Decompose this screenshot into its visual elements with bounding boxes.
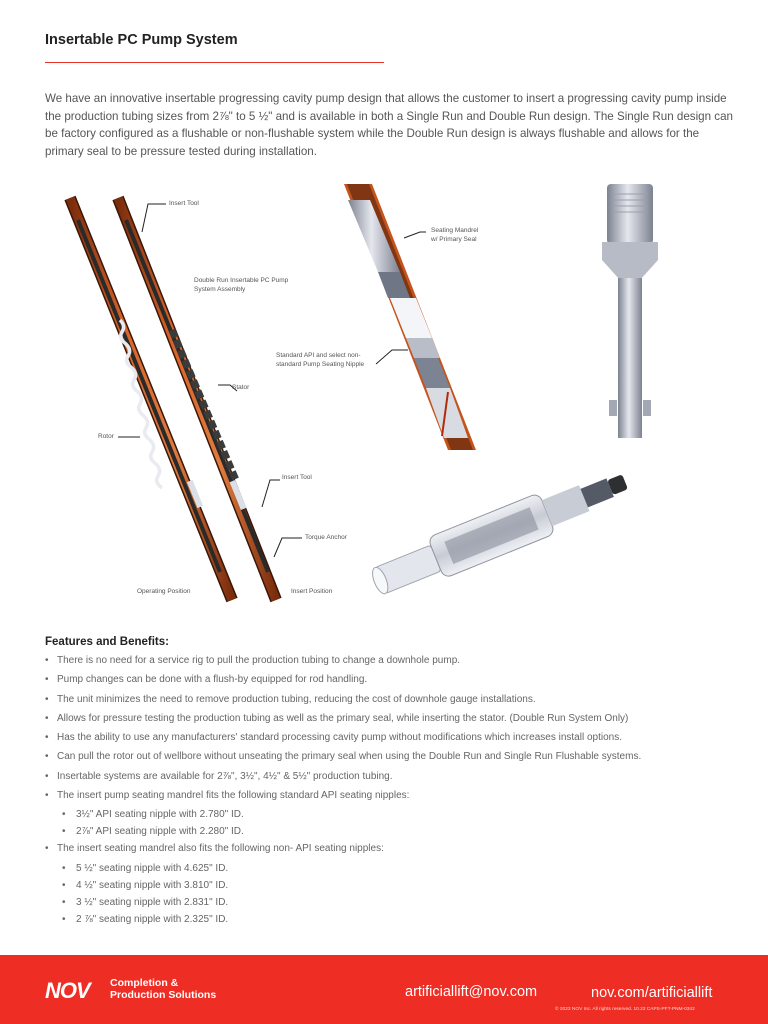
operating-position-tubing [70, 198, 232, 600]
label-assembly-line1: Double Run Insertable PC Pump [194, 277, 289, 284]
label-stator: Stator [232, 384, 250, 391]
intro-paragraph: We have an innovative insertable progressing cavity pump design that allows the customer to insert a progressing cavity pump inside the production tubing sizes from 2⅞" to 5 ½" and is available in both a Single Run and Double Run design. The Single Run design can be factory configured as a flushable or non-flushable system while the Double Run design is always flushable and allows for the primary seal to be pressure tested during installation. [45, 92, 733, 158]
features-heading: Features and Benefits: [45, 636, 169, 648]
label-insert-tool-bottom: Insert Tool [282, 474, 312, 481]
feature-item: • The insert seating mandrel also fits the following non- API seating nipples: [45, 841, 745, 860]
label-seating-mandrel-line2: w/ Primary Seal [431, 235, 477, 243]
feature-item: • Insertable systems are available for 2⅞", 3½", 4½" & 5½" production tubing. [45, 769, 745, 788]
feature-item: • The unit minimizes the need to remove production tubing, reducing the cost of downhole gauge installations. [45, 692, 745, 711]
seating-mandrel-section [344, 184, 479, 450]
company-line2: Production Solutions [110, 989, 217, 1001]
feature-subitem: • 2⅞" API seating nipple with 2.280" ID. [45, 824, 745, 841]
label-assembly [194, 277, 288, 294]
contact-email-link[interactable]: artificiallift@nov.com [405, 984, 538, 1000]
company-line1: Completion & [110, 977, 179, 989]
company-name [110, 977, 216, 1001]
svg-text:NOV: NOV [45, 979, 90, 1001]
label-torque-anchor: Torque Anchor [305, 534, 347, 541]
feature-subitem: • 3½" API seating nipple with 2.780" ID. [45, 807, 745, 824]
pump-illustration [40, 180, 740, 620]
footer-bar [0, 955, 768, 1024]
label-insert-position: Insert Position [291, 588, 333, 595]
label-seating-mandrel-line1: Seating Mandrel [431, 227, 479, 234]
seating-mandrel-render [602, 184, 658, 438]
features-list [45, 653, 745, 929]
title-underline [45, 62, 384, 63]
page-title: Insertable PC Pump System [45, 32, 238, 48]
feature-item: • The insert pump seating mandrel fits the following standard API seating nipples: [45, 788, 745, 807]
label-rotor: Rotor [98, 433, 114, 440]
label-assembly-line2: System Assembly [194, 285, 246, 293]
feature-item: • There is no need for a service rig to pull the production tubing to change a downhole pump. [45, 653, 745, 672]
label-seating-mandrel [431, 227, 478, 244]
label-seating-nipple-line2: standard Pump Seating Nipple [276, 360, 365, 368]
pump-system-figure [40, 180, 740, 620]
feature-item: • Pump changes can be done with a flush-by equipped for rod handling. [45, 672, 745, 691]
label-seating-nipple-line1: Standard API and select non- [276, 352, 361, 359]
feature-item: • Has the ability to use any manufacturers' standard processing cavity pump without modifications which increases install options. [45, 730, 745, 749]
feature-subitem: • 2 ⅞" seating nipple with 2.325" ID. [45, 912, 745, 929]
clear-insert-assembly [366, 461, 633, 603]
label-insert-tool-top: Insert Tool [169, 200, 199, 207]
nov-logo [45, 979, 105, 1001]
label-seating-nipple [276, 352, 364, 369]
copyright-notice: © 2023 NOV Inc. All rights reserved. 10.23 CAPS-PFT-PNM-0342 [555, 1007, 695, 1012]
feature-subitem: • 4 ½" seating nipple with 3.810" ID. [45, 878, 745, 895]
feature-item: • Can pull the rotor out of wellbore without unseating the primary seal when using the Double Run and Single Run Flushable systems. [45, 749, 745, 768]
feature-subitem: • 5 ½" seating nipple with 4.625" ID. [45, 861, 745, 878]
label-operating-position: Operating Position [137, 588, 191, 595]
feature-subitem: • 3 ½" seating nipple with 2.831" ID. [45, 895, 745, 912]
feature-item: • Allows for pressure testing the production tubing as well as the primary seal, while inserting the stator. (Double Run System Only) [45, 711, 745, 730]
website-link[interactable]: nov.com/artificiallift [591, 985, 713, 1001]
